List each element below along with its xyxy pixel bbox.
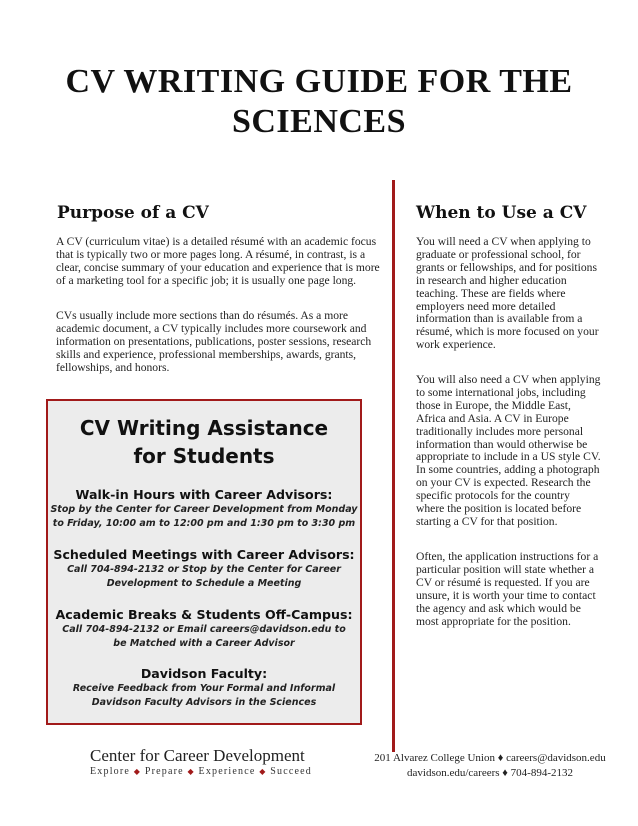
contact-line-2: davidson.edu/careers ♦ 704-894-2132 bbox=[407, 767, 573, 779]
tagline-experience: Experience bbox=[198, 766, 256, 777]
breaks-line-1: Call 704-894-2132 or Email careers@davidson.edu to bbox=[62, 624, 346, 635]
walkin-line-2: to Friday, 10:00 am to 12:00 pm and 1:30 pm to 3:30 pm bbox=[52, 517, 356, 529]
meetings-line-1: Call 704-894-2132 or Stop by the Center for Career bbox=[67, 564, 341, 575]
breaks-section bbox=[48, 607, 360, 650]
faculty-heading: Davidson Faculty: bbox=[140, 666, 268, 681]
purpose-paragraph-2: CVs usually include more sections than do résumés. As a more academic document, a CV typically includes more coursework and information on presentations, publications, poster sessions, research skills and experience, professional memberships, awards, grants, fellowships, and honors. bbox=[56, 309, 372, 374]
footer-contact bbox=[340, 751, 638, 781]
column-divider bbox=[392, 180, 395, 752]
breaks-line-2: be Matched with a Career Advisor bbox=[113, 637, 295, 649]
walkin-section bbox=[48, 487, 360, 530]
when-paragraph-3: Often, the application instructions for a particular position will state whether a CV or résumé is requested. If you are unsure, it is worth your time to contact the agency and ask which would be most appropriate for the position. bbox=[416, 550, 599, 628]
assistance-title-line-1: CV Writing Assistance bbox=[79, 416, 329, 440]
walkin-line-1: Stop by the Center for Career Development from Monday bbox=[50, 504, 358, 515]
meetings-heading: Scheduled Meetings with Career Advisors: bbox=[53, 547, 355, 562]
contact-line-1: 201 Alvarez College Union ♦ careers@davidson.edu bbox=[374, 752, 606, 764]
faculty-line-1: Receive Feedback from Your Formal and Informal bbox=[72, 683, 336, 694]
diamond-icon: ◆ bbox=[187, 767, 195, 776]
walkin-heading: Walk-in Hours with Career Advisors: bbox=[75, 487, 333, 502]
tagline-prepare: Prepare bbox=[144, 766, 184, 777]
page-title: CV WRITING GUIDE FOR THE SCIENCES bbox=[65, 63, 573, 140]
when-paragraph-1: You will need a CV when applying to graduate or professional school, for grants or fellowships, and for positions in research and higher education teaching. These are fields where employers need more detailed information than is available from a résumé, which is more focused on your work experience. bbox=[416, 235, 599, 352]
center-tagline bbox=[90, 766, 312, 777]
meetings-section bbox=[48, 547, 360, 590]
when-paragraph-2: You will also need a CV when applying to some international jobs, including those in Europe, the Middle East, Africa and Asia. A CV in Europe traditionally includes more personal information than would otherwise be appropriate to include in a US style CV. In some countries, adding a photograph on your CV is expected. Research the specific protocols for the country where the position is located before starting a CV for that position. bbox=[416, 373, 601, 528]
center-name: Center for Career Development bbox=[90, 746, 305, 765]
faculty-section bbox=[48, 666, 360, 709]
faculty-line-2: Davidson Faculty Advisors in the Sciences bbox=[91, 696, 317, 708]
breaks-heading: Academic Breaks & Students Off-Campus: bbox=[55, 607, 353, 622]
tagline-explore: Explore bbox=[90, 766, 131, 777]
assistance-box bbox=[46, 399, 362, 725]
meetings-line-2: Development to Schedule a Meeting bbox=[106, 577, 302, 589]
purpose-paragraph-1: A CV (curriculum vitae) is a detailed résumé with an academic focus that is typically two or more pages long. A résumé, in contrast, is a clear, concise summary of your education and experience that is more of a marketing tool for a specific job; it is usually one page long. bbox=[56, 235, 380, 287]
assistance-title bbox=[48, 414, 360, 470]
when-heading: When to Use a CV bbox=[416, 203, 587, 223]
tagline-succeed: Succeed bbox=[270, 766, 312, 777]
diamond-icon: ◆ bbox=[133, 767, 142, 776]
diamond-icon: ◆ bbox=[259, 767, 267, 776]
purpose-heading: Purpose of a CV bbox=[57, 203, 209, 223]
assistance-title-line-2: for Students bbox=[133, 444, 275, 468]
